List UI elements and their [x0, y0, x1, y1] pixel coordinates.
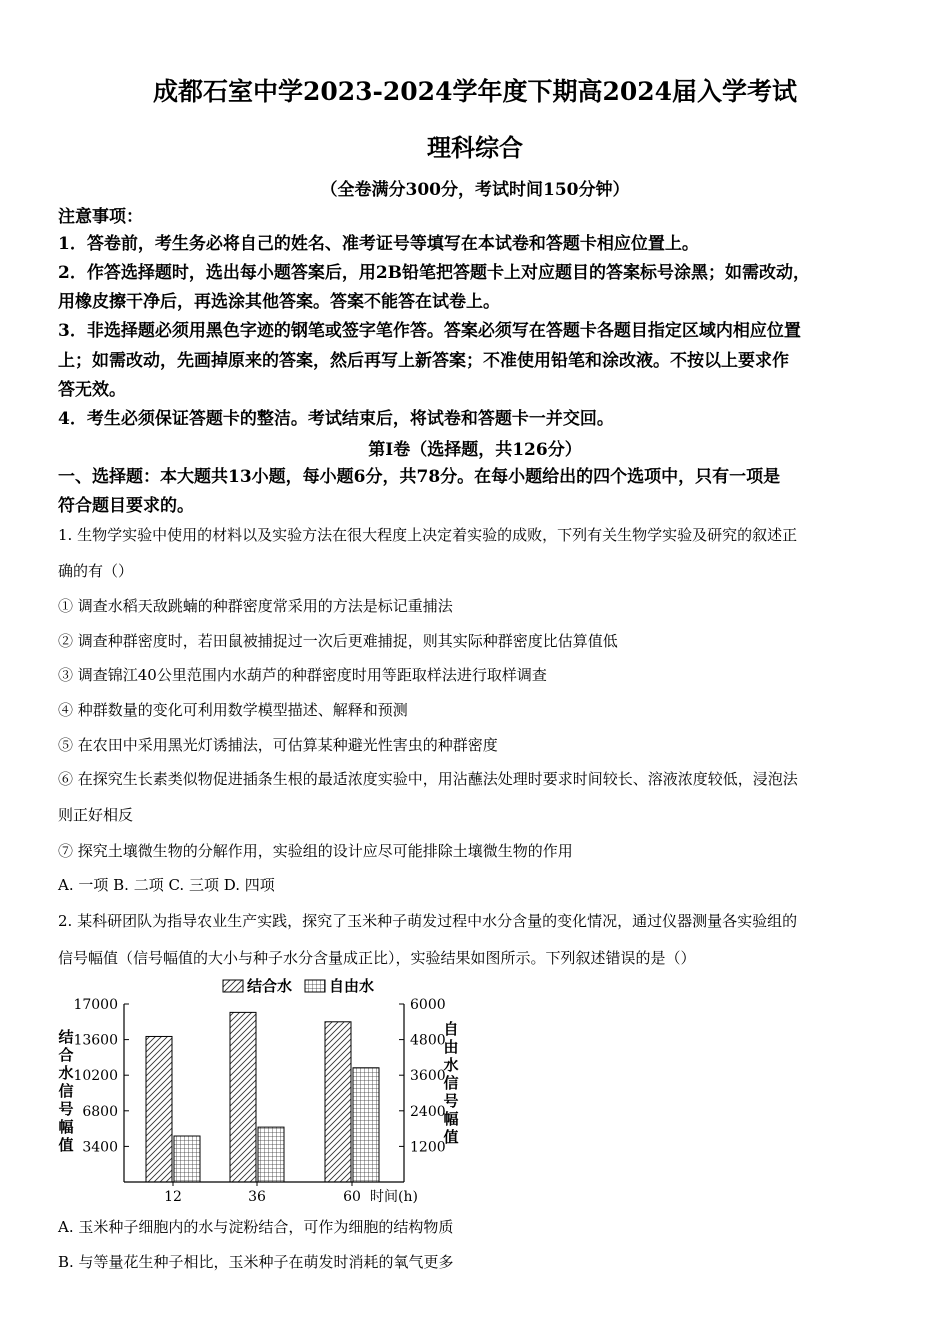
notice-item: 答无效。 — [58, 380, 126, 400]
chart-bars — [146, 1012, 379, 1182]
y-tick-label-right: 4800 — [410, 1032, 446, 1049]
q2-stem: 信号幅值（信号幅值的大小与种子水分含量成正比），实验结果如图所示。下列叙述错误的是（） — [58, 949, 696, 967]
q2-option-a: A. 玉米种子细胞内的水与淀粉结合，可作为细胞的结构物质 — [58, 1218, 454, 1236]
bar-bound-water — [230, 1012, 256, 1182]
q1-stem: 1. 生物学实验中使用的材料以及实验方法在很大程度上决定着实验的成败，下列有关生物学实验及研究的叙述正 — [58, 526, 798, 544]
y-axis-label-char: 号 — [58, 1100, 74, 1118]
y-axis-label-char: 值 — [443, 1128, 459, 1146]
section-title: 第I卷（选择题，共126分） — [368, 440, 582, 460]
exam-info: （全卷满分300分，考试时间150分钟） — [320, 180, 630, 200]
y-axis-label-char: 合 — [58, 1046, 74, 1064]
q1-stem: 确的有（） — [58, 562, 134, 580]
bar-free-water — [353, 1068, 379, 1182]
y-axis-label-right — [443, 1020, 458, 1146]
y-tick-label-right: 3600 — [410, 1068, 446, 1085]
legend-swatch-bound-water — [223, 980, 243, 992]
x-tick-label: 36 — [248, 1189, 266, 1205]
notice-heading: 注意事项： — [58, 207, 143, 227]
x-tick-label: 12 — [164, 1189, 182, 1205]
notice-item: 用橡皮擦干净后，再选涂其他答案。答案不能答在试卷上。 — [58, 292, 500, 312]
y-axis-label-char: 信 — [443, 1074, 459, 1092]
bar-bound-water — [146, 1036, 172, 1182]
q1-options: A. 一项 B. 二项 C. 三项 D. 四项 — [58, 876, 275, 894]
chart-legend — [223, 977, 374, 995]
section-instructions: 一、选择题：本大题共13小题，每小题6分，共78分。在每小题给出的四个选项中，只有一项是 — [58, 467, 781, 487]
exam-title: 成都石室中学2023-2024学年度下期高2024届入学考试 — [152, 77, 798, 106]
y-axis-label-left — [58, 1028, 73, 1154]
bar-free-water — [258, 1127, 284, 1182]
y-tick-label-right: 6000 — [410, 997, 446, 1013]
bar-free-water — [174, 1136, 200, 1182]
q1-statement: ③ 调查锦江40公里范围内水葫芦的种群密度时用等距取样法进行取样调查 — [58, 666, 547, 684]
notice-item: 4．考生必须保证答题卡的整洁。考试结束后，将试卷和答题卡一并交回。 — [58, 409, 614, 429]
q2-stem: 2. 某科研团队为指导农业生产实践，探究了玉米种子萌发过程中水分含量的变化情况，通过仪器测量各实验组的 — [58, 912, 798, 930]
y-tick-label-left: 17000 — [73, 997, 118, 1013]
subject-title: 理科综合 — [427, 133, 523, 162]
notice-item: 2．作答选择题时，选出每小题答案后，用2B铅笔把答题卡上对应题目的答案标号涂黑；如需改动， — [58, 263, 811, 283]
bar-bound-water — [325, 1022, 351, 1182]
q1-statement: ⑥ 在探究生长素类似物促进插条生根的最适浓度实验中，用沾蘸法处理时要求时间较长、溶液浓度较低，浸泡法 — [58, 770, 798, 788]
q1-statement: ⑦ 探究土壤微生物的分解作用，实验组的设计应尽可能排除土壤微生物的作用 — [58, 842, 573, 860]
y-axis-label-char: 号 — [443, 1092, 459, 1110]
y-tick-label-left: 10200 — [73, 1068, 118, 1085]
y-axis-label-char: 水 — [443, 1056, 459, 1074]
y-tick-label-left: 6800 — [82, 1103, 118, 1120]
y-tick-label-right: 2400 — [410, 1103, 446, 1120]
y-axis-label-char: 结 — [58, 1028, 74, 1046]
q1-statement: 则正好相反 — [58, 806, 134, 824]
y-axis-label-char: 自 — [443, 1020, 459, 1038]
notice-item: 上；如需改动，先画掉原来的答案，然后再写上新答案；不准使用铅笔和涂改液。不按以上要求作 — [58, 351, 789, 371]
y-tick-label-left: 3400 — [82, 1139, 118, 1156]
x-axis-label: 时间(h) — [370, 1189, 418, 1205]
legend-label: 结合水 — [247, 977, 293, 995]
water-signal-chart — [40, 972, 480, 1212]
legend-label: 自由水 — [329, 977, 375, 995]
y-tick-label-right: 1200 — [410, 1139, 446, 1156]
q1-statement: ④ 种群数量的变化可利用数学模型描述、解释和预测 — [58, 701, 408, 719]
y-axis-label-char: 信 — [58, 1082, 74, 1100]
q1-statement: ① 调查水稻天敌跳蝻的种群密度常采用的方法是标记重捕法 — [58, 597, 453, 615]
q1-statement: ⑤ 在农田中采用黑光灯诱捕法，可估算某种避光性害虫的种群密度 — [58, 736, 498, 754]
y-axis-label-char: 幅 — [58, 1118, 74, 1136]
y-tick-label-left: 13600 — [73, 1032, 118, 1049]
notice-item: 3．非选择题必须用黑色字迹的钢笔或签字笔作答。答案必须写在答题卡各题目指定区域内相应位置 — [58, 321, 801, 341]
q2-option-b: B. 与等量花生种子相比，玉米种子在萌发时消耗的氧气更多 — [58, 1253, 454, 1271]
section-instructions: 符合题目要求的。 — [58, 496, 194, 516]
legend-swatch-free-water — [305, 980, 325, 992]
y-axis-label-char: 幅 — [443, 1110, 459, 1128]
y-axis-label-char: 水 — [58, 1064, 74, 1082]
notice-item: 1．答卷前，考生务必将自己的姓名、准考证号等填写在本试卷和答题卡相应位置上。 — [58, 234, 699, 254]
q1-statement: ② 调查种群密度时，若田鼠被捕捉过一次后更难捕捉，则其实际种群密度比估算值低 — [58, 632, 618, 650]
y-axis-label-char: 值 — [58, 1136, 74, 1154]
y-axis-label-char: 由 — [443, 1038, 459, 1056]
x-tick-label: 60 — [343, 1189, 361, 1205]
